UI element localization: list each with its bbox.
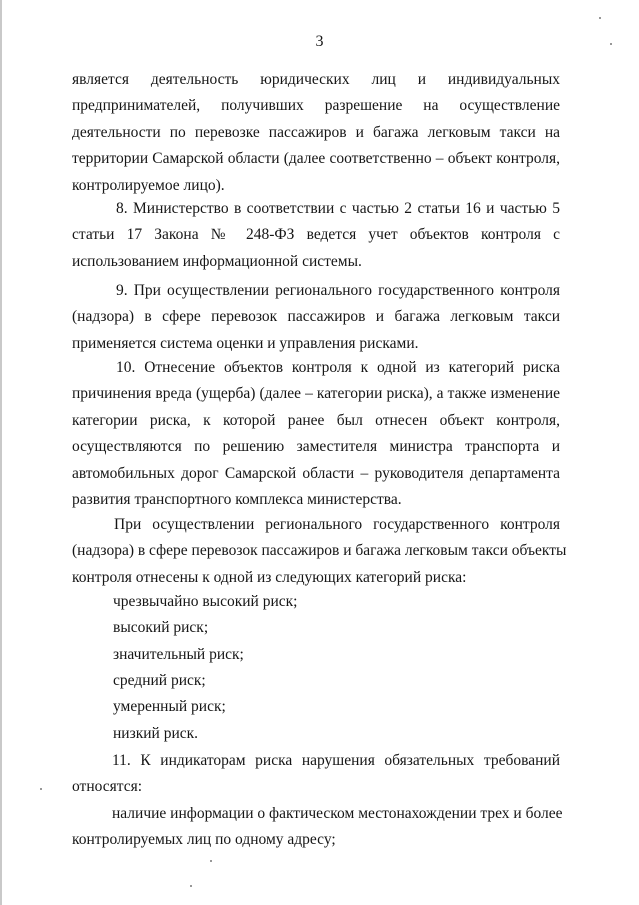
paragraph-indicator [72, 801, 563, 854]
page-edge [0, 0, 2, 905]
risk-category-item: высокий риск; [113, 619, 209, 636]
paragraph-8 [72, 196, 560, 275]
risk-category-item: значительный риск; [113, 646, 244, 663]
paragraph-10 [72, 355, 560, 513]
text-line: территории Самарской области (далее соответственно – объект контроля, [72, 150, 560, 168]
text-line: При осуществлении регионального государственного контроля [114, 516, 560, 533]
text-line: 9. При осуществлении регионального государственного контроля [116, 282, 560, 299]
risk-category-item: умеренный риск; [113, 698, 226, 715]
text-line: наличие информации о фактическом местонахождении трех и более [112, 805, 563, 822]
text-line: деятельности по перевозке пассажиров и багажа легковым такси на [72, 123, 560, 141]
scan-speck [599, 17, 601, 19]
text-line: причинения вреда (ущерба) (далее – категории риска), а также изменение [72, 385, 560, 403]
page-number: 3 [315, 33, 324, 50]
text-line: 11. К индикаторам риска нарушения обязательных требований [112, 752, 560, 769]
text-line: автомобильных дорог Самарской области – руководителя департамента [72, 464, 560, 482]
scan-speck [190, 885, 192, 887]
text-line: контролируемое лицо). [72, 176, 225, 194]
text-line: (надзора) в сфере перевозок пассажиров и багажа легковым такси [72, 308, 560, 326]
text-line: контроля отнесены к одной из следующих категорий риска: [72, 568, 467, 586]
paragraph-risk-intro [72, 512, 567, 591]
text-line: статьи 17 Закона № 248-ФЗ ведется учет объектов контроля с [72, 226, 560, 244]
paragraph-11 [72, 748, 560, 801]
paragraph-continuation [72, 67, 560, 199]
text-line: 8. Министерство в соответствии с частью 2 статьи 16 и частью 5 [116, 200, 560, 217]
scan-speck [40, 788, 42, 790]
scan-speck [610, 43, 612, 45]
text-line: развития транспортного комплекса министерства. [72, 491, 402, 509]
risk-category-item: чрезвычайно высокий риск; [113, 593, 298, 610]
paragraph-9 [72, 278, 560, 357]
text-line: (надзора) в сфере перевозок пассажиров и багажа легковым такси объекты [72, 542, 567, 560]
text-line: 10. Отнесение объектов контроля к одной из категорий риска [116, 359, 560, 376]
text-line: предпринимателей, получивших разрешение на осуществление [72, 97, 560, 115]
text-line: использованием информационной системы. [72, 252, 362, 270]
text-line: относятся: [72, 778, 143, 796]
risk-category-item: низкий риск. [113, 725, 199, 742]
scan-speck [210, 860, 212, 862]
text-line: является деятельность юридических лиц и индивидуальных [72, 71, 560, 88]
risk-category-item: средний риск; [113, 672, 206, 689]
text-line: категории риска, к которой ранее был отнесен объект контроля, [72, 411, 560, 429]
text-line: контролируемых лиц по одному адресу; [72, 831, 336, 849]
text-line: осуществляются по решению заместителя министра транспорта и [72, 438, 560, 456]
text-line: применяется система оценки и управления рисками. [72, 334, 419, 352]
